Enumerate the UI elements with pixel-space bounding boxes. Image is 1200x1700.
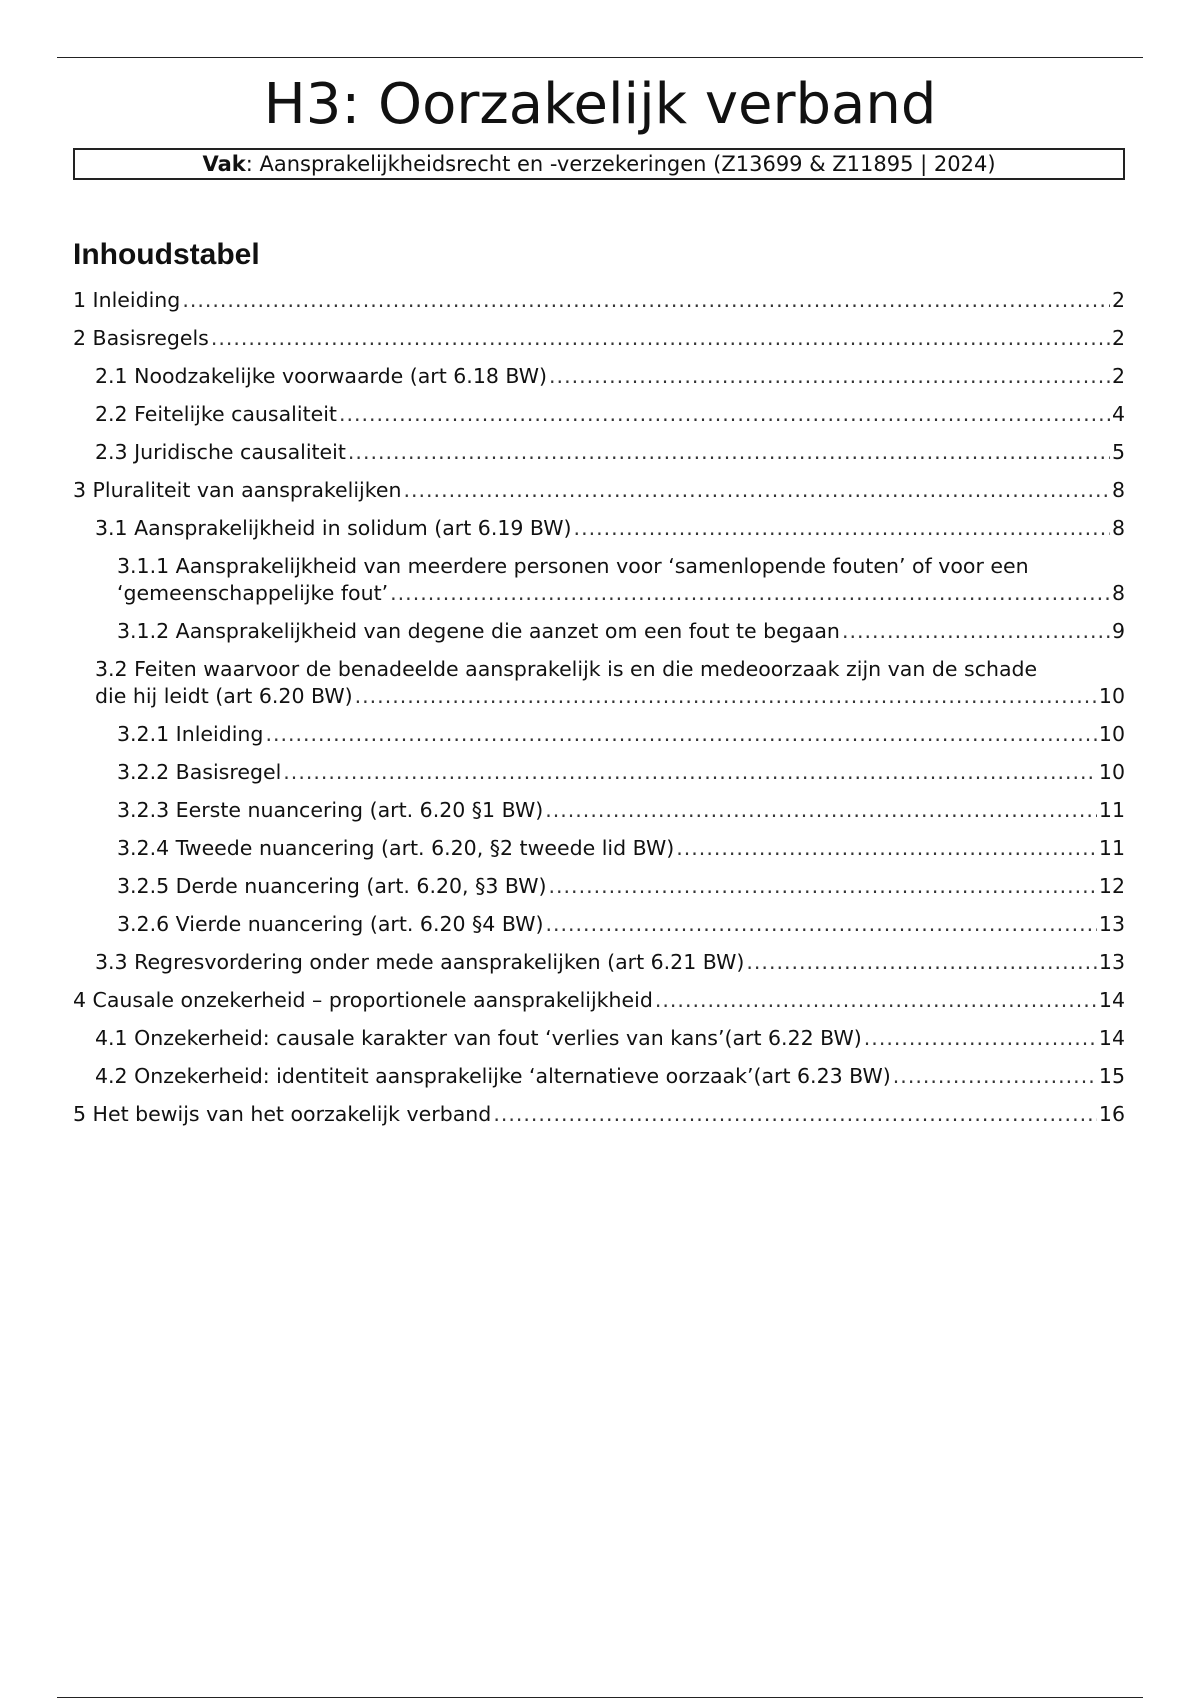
toc-entry[interactable] (73, 873, 1125, 900)
toc-entry-label: 2.1 Noodzakelijke voorwaarde (art 6.18 BW) (95, 364, 548, 388)
dot-leader (283, 759, 1097, 786)
toc-entry-label: 2.3 Juridische causaliteit (95, 440, 346, 464)
toc-entry-page: 14 (1098, 988, 1125, 1012)
toc-entry[interactable] (73, 477, 1125, 504)
toc-entry-label: 5 Het bewijs van het oorzakelijk verband (73, 1102, 492, 1126)
toc-entry-label: 4 Causale onzekerheid – proportionele aansprakelijkheid (73, 988, 653, 1012)
toc-entry-page: 10 (1098, 684, 1125, 708)
dot-leader (339, 401, 1110, 428)
dot-leader (390, 580, 1110, 607)
dot-leader (655, 987, 1097, 1014)
toc-entry-label: 2 Basisregels (73, 326, 209, 350)
toc-entry-label: 3.2.6 Vierde nuancering (art. 6.20 §4 BW) (117, 912, 544, 936)
toc-entry-page: 14 (1098, 1026, 1125, 1050)
dot-leader (265, 721, 1096, 748)
toc-entry-label: die hij leidt (art 6.20 BW) (95, 684, 353, 708)
course-label: Vak (202, 152, 246, 176)
toc-entry-page: 8 (1111, 581, 1125, 605)
course-value: : Aansprakelijkheidsrecht en -verzekeringen (Z13699 & Z11895 | 2024) (245, 152, 996, 176)
toc-entry[interactable] (73, 987, 1125, 1014)
dot-leader (182, 287, 1110, 314)
toc-entry[interactable] (73, 1063, 1125, 1090)
toc-entry[interactable] (73, 363, 1125, 390)
toc-entry[interactable] (73, 325, 1125, 352)
toc-entry[interactable] (73, 1101, 1125, 1128)
toc-entry-page: 13 (1098, 950, 1125, 974)
dot-leader (549, 873, 1097, 900)
toc-entry-page: 13 (1098, 912, 1125, 936)
toc-entry[interactable] (73, 618, 1125, 645)
dot-leader (549, 363, 1110, 390)
toc-entry[interactable] (73, 553, 1125, 607)
dot-leader (355, 683, 1097, 710)
toc-entry-label: 1 Inleiding (73, 288, 181, 312)
toc-entry[interactable] (73, 1025, 1125, 1052)
toc-entry-page: 12 (1098, 874, 1125, 898)
table-of-contents (73, 287, 1125, 1139)
dot-leader (348, 439, 1110, 466)
bottom-rule (57, 1697, 1143, 1698)
toc-entry[interactable] (73, 911, 1125, 938)
toc-entry-label: 3.1 Aansprakelijkheid in solidum (art 6.19 BW) (95, 516, 572, 540)
dot-leader (676, 835, 1097, 862)
toc-entry[interactable] (73, 949, 1125, 976)
toc-entry-label: 3.2.3 Eerste nuancering (art. 6.20 §1 BW) (117, 798, 544, 822)
top-rule (57, 57, 1143, 58)
dot-leader (746, 949, 1097, 976)
toc-entry-page: 2 (1111, 364, 1125, 388)
toc-entry-label: 3.1.2 Aansprakelijkheid van degene die aanzet om een fout te begaan (117, 619, 840, 643)
toc-entry[interactable] (73, 401, 1125, 428)
page-title: H3: Oorzakelijk verband (263, 72, 937, 137)
toc-entry-label: 3 Pluraliteit van aansprakelijken (73, 478, 402, 502)
dot-leader (403, 477, 1109, 504)
toc-entry-label: 3.2.1 Inleiding (117, 722, 264, 746)
toc-entry-page: 8 (1111, 516, 1125, 540)
dot-leader (211, 325, 1110, 352)
toc-entry-page: 2 (1111, 288, 1125, 312)
toc-entry-page: 10 (1098, 760, 1125, 784)
toc-entry-page: 10 (1098, 722, 1125, 746)
toc-entry-label: 3.2.4 Tweede nuancering (art. 6.20, §2 tweede lid BW) (117, 836, 675, 860)
toc-entry-label: 3.2.2 Basisregel (117, 760, 282, 784)
toc-entry[interactable] (73, 759, 1125, 786)
toc-entry-page: 11 (1098, 836, 1125, 860)
toc-entry[interactable] (73, 439, 1125, 466)
dot-leader (493, 1101, 1097, 1128)
toc-entry[interactable] (73, 721, 1125, 748)
toc-entry[interactable] (73, 656, 1125, 710)
toc-entry-page: 15 (1098, 1064, 1125, 1088)
toc-entry-label: ‘gemeenschappelijke fout’ (117, 581, 389, 605)
toc-entry[interactable] (73, 287, 1125, 314)
toc-entry[interactable] (73, 515, 1125, 542)
toc-entry-page: 2 (1111, 326, 1125, 350)
toc-entry-label: 3.2.5 Derde nuancering (art. 6.20, §3 BW) (117, 874, 547, 898)
toc-entry-label: 4.1 Onzekerheid: causale karakter van fout ‘verlies van kans’(art 6.22 BW) (95, 1026, 862, 1050)
toc-entry[interactable] (73, 835, 1125, 862)
toc-entry-label-first-line: 3.1.1 Aansprakelijkheid van meerdere personen voor ‘samenlopende fouten’ of voor een (117, 554, 1029, 578)
toc-entry-label-first-line: 3.2 Feiten waarvoor de benadeelde aansprakelijk is en die medeoorzaak zijn van de schade (95, 657, 1038, 681)
dot-leader (574, 515, 1110, 542)
toc-entry-page: 9 (1111, 619, 1125, 643)
toc-entry[interactable] (73, 797, 1125, 824)
toc-entry-page: 4 (1111, 402, 1125, 426)
dot-leader (864, 1025, 1097, 1052)
toc-entry-page: 16 (1098, 1102, 1125, 1126)
toc-entry-page: 8 (1111, 478, 1125, 502)
toc-entry-page: 11 (1098, 798, 1125, 822)
dot-leader (842, 618, 1110, 645)
toc-entry-label: 2.2 Feitelijke causaliteit (95, 402, 337, 426)
course-box (73, 148, 1125, 180)
toc-entry-label: 4.2 Onzekerheid: identiteit aansprakelijke ‘alternatieve oorzaak’(art 6.23 BW) (95, 1064, 891, 1088)
dot-leader (893, 1063, 1097, 1090)
toc-heading: Inhoudstabel (73, 238, 260, 271)
toc-entry-page: 5 (1111, 440, 1125, 464)
toc-entry-label: 3.3 Regresvordering onder mede aansprakelijken (art 6.21 BW) (95, 950, 745, 974)
dot-leader (545, 911, 1096, 938)
dot-leader (545, 797, 1097, 824)
